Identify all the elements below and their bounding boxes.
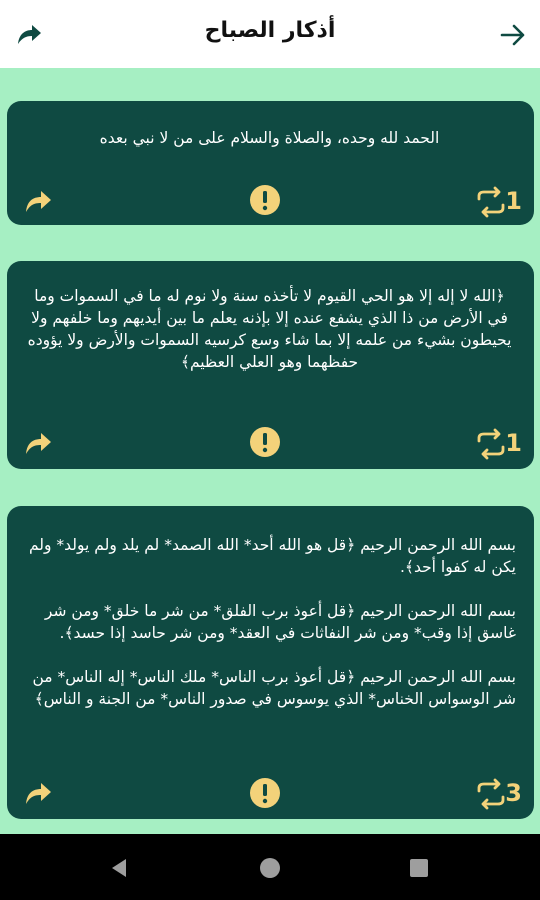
page-title: أذكار الصباح [204, 18, 336, 43]
share-icon[interactable] [21, 777, 55, 811]
share-icon[interactable] [21, 185, 55, 219]
info-icon[interactable] [248, 776, 282, 810]
arrow-right-icon[interactable] [498, 20, 528, 50]
zikr-text: ﴿الله لا إله إلا هو الحي القيوم لا تأخذه سنة ولا نوم له ما في السموات وما في الأرض من ذا الذي يشفع عنده إلا بإذنه يعلم ما بين أيديهم وما خلفهم ولا يحيطون بشيء من علمه إلا بما شاء وسع كرسيه السموات والأرض ولا يؤوده حفظهما وهو العلي العظيم﴾ [27, 287, 512, 371]
system-navigation-bar [0, 834, 540, 900]
zikr-card [7, 261, 534, 469]
repeat-count: 1 [505, 429, 522, 457]
nav-recents-icon[interactable] [407, 856, 431, 880]
repeat-count: 1 [505, 187, 522, 215]
repeat-icon [474, 427, 508, 461]
repeat-count: 3 [505, 779, 522, 807]
info-icon[interactable] [248, 425, 282, 459]
nav-home-icon[interactable] [258, 856, 282, 880]
zikr-card [7, 506, 534, 819]
zikr-card [7, 101, 534, 225]
info-icon[interactable] [248, 183, 282, 217]
repeat-icon [474, 777, 508, 811]
share-icon[interactable] [21, 427, 55, 461]
app-header [0, 0, 540, 68]
zikr-text: الحمد لله وحده، والصلاة والسلام على من لا نبي بعده [99, 129, 440, 147]
repeat-icon [474, 185, 508, 219]
repeat-counter[interactable] [474, 427, 522, 461]
repeat-counter[interactable] [474, 185, 522, 219]
repeat-counter[interactable] [474, 777, 522, 811]
nav-back-icon[interactable] [107, 856, 131, 880]
zikr-text: بسم الله الرحمن الرحيم ﴿قل هو الله أحد* الله الصمد* لم يلد ولم يولد* ولم يكن له كفوا أحد﴾. بسم الله الرحمن الرحيم ﴿قل أعوذ برب الفلق* من شر ما خلق* ومن شر غاسق إذا وقب* ومن شر النفاثات في العقد* ومن شر حاسد إذا حسد﴾. بسم الله الرحمن الرحيم ﴿قل أعوذ برب الناس* ملك الناس* إله الناس* من شر الوسواس الخناس* الذي يوسوس في صدور الناس* من الجنة و الناس﴾ [28, 536, 516, 708]
